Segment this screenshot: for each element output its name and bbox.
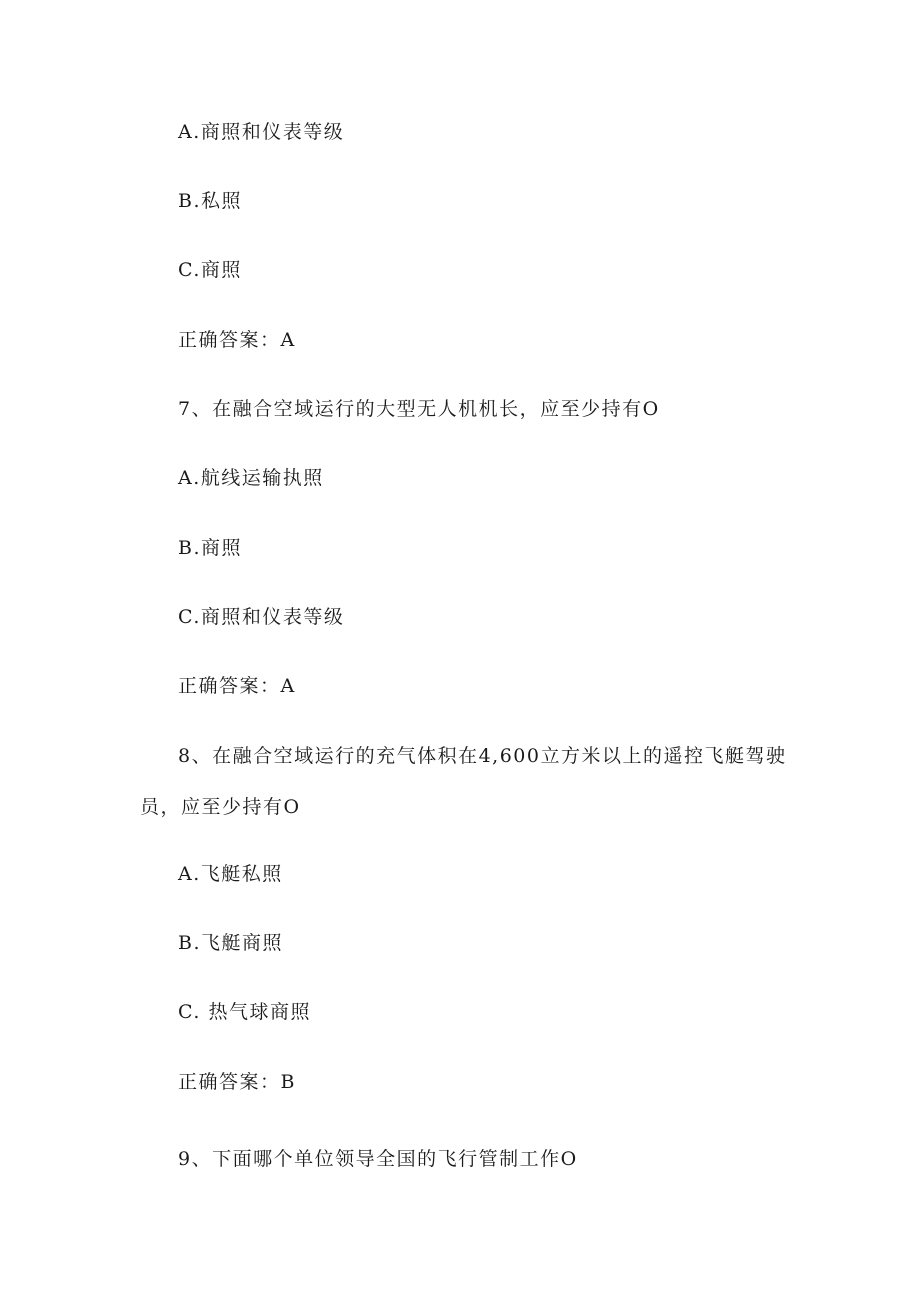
q6-option-c: C.商照 <box>178 259 242 281</box>
q7-answer: 正确答案：A <box>178 675 296 697</box>
q9-question: 9、下面哪个单位领导全国的飞行管制工作O <box>178 1148 578 1170</box>
q6-answer: 正确答案：A <box>178 329 296 351</box>
q8-question-line2: 员，应至少持有O <box>140 796 301 818</box>
q8-option-a: A.飞艇私照 <box>178 863 283 885</box>
q6-option-b: B.私照 <box>178 190 243 212</box>
q8-option-b: B.飞艇商照 <box>178 932 284 954</box>
q8-answer: 正确答案：B <box>178 1071 296 1093</box>
q6-option-a: A.商照和仪表等级 <box>178 121 345 143</box>
q7-option-a: A.航线运输执照 <box>178 467 324 489</box>
q8-option-c: C. 热气球商照 <box>178 1001 311 1023</box>
q7-question: 7、在融合空域运行的大型无人机机长，应至少持有O <box>178 398 660 420</box>
q7-option-b: B.商照 <box>178 537 243 559</box>
q7-option-c: C.商照和仪表等级 <box>178 606 345 628</box>
q8-question-line1: 8、在融合空域运行的充气体积在4,600立方米以上的遥控飞艇驾驶 <box>178 745 787 767</box>
